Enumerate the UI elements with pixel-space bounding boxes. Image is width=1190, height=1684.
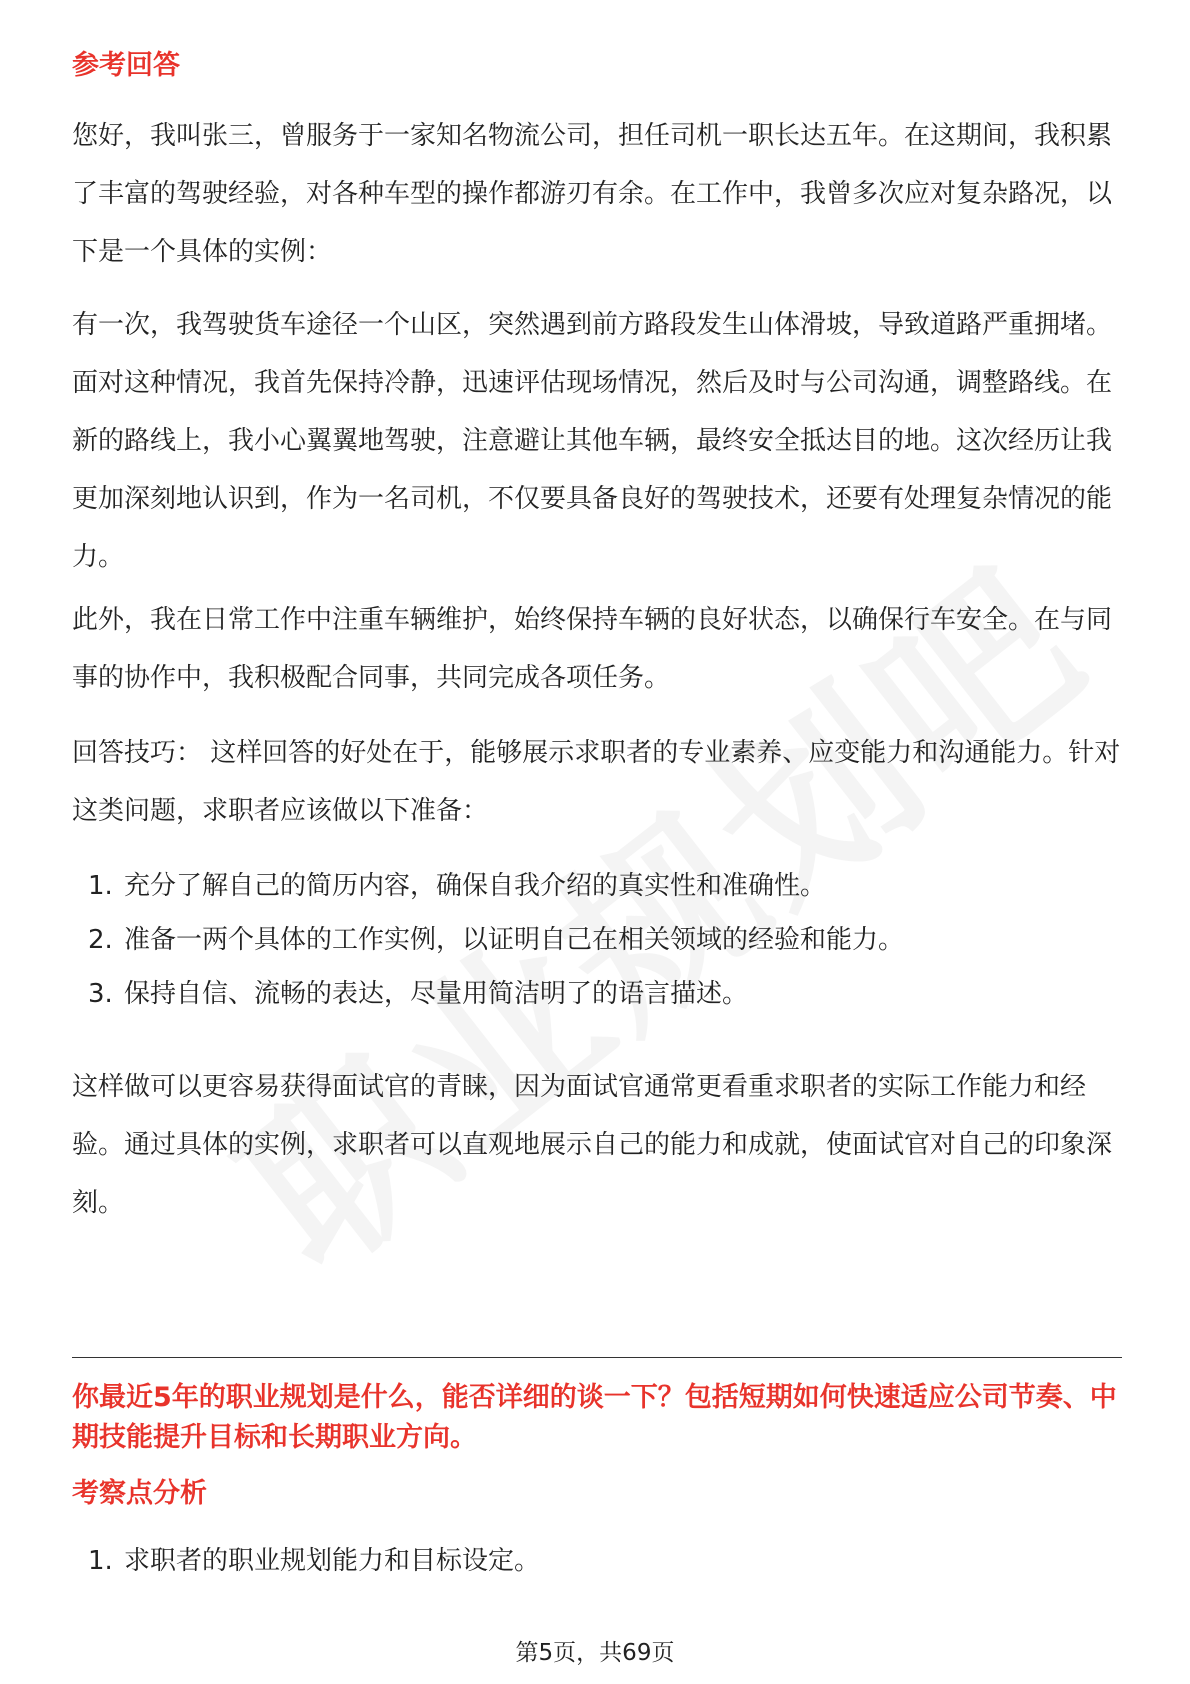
list-item-number: 1. [88, 1546, 113, 1576]
list-item [88, 976, 1118, 1012]
list-item-text: 求职者的职业规划能力和目标设定。 [124, 1546, 541, 1576]
list-item-text: 准备一两个具体的工作实例，以证明自己在相关领域的经验和能力。 [124, 925, 905, 955]
reference-answer-heading: 参考回答 [72, 50, 180, 81]
answer-tips-intro: 回答技巧： 这样回答的好处在于，能够展示求职者的专业素养、应变能力和沟通能力。针对这类问题，求职者应该做以下准备： [72, 738, 1121, 826]
answer-paragraph-3: 此外，我在日常工作中注重车辆维护，始终保持车辆的良好状态，以确保行车安全。在与同事的协作中，我积极配合同事，共同完成各项任务。 [72, 605, 1113, 693]
list-item-text: 保持自信、流畅的表达，尽量用简洁明了的语言描述。 [124, 979, 749, 1009]
list-item [88, 868, 1118, 904]
analysis-heading: 考察点分析 [72, 1478, 207, 1509]
list-item-number: 2. [88, 925, 113, 955]
page-number: 第5页，共69页 [515, 1640, 675, 1666]
list-item-text: 充分了解自己的简历内容，确保自我介绍的真实性和准确性。 [124, 871, 827, 901]
answer-paragraph-1: 您好，我叫张三，曾服务于一家知名物流公司，担任司机一职长达五年。在这期间，我积累了丰富的驾驶经验，对各种车型的操作都游刃有余。在工作中，我曾多次应对复杂路况，以下是一个具体的实例： [72, 121, 1113, 267]
answer-paragraph-2: 有一次，我驾驶货车途径一个山区，突然遇到前方路段发生山体滑坡，导致道路严重拥堵。面对这种情况，我首先保持冷静，迅速评估现场情况，然后及时与公司沟通，调整路线。在新的路线上，我小心翼翼地驾驶，注意避让其他车辆，最终安全抵达目的地。这次经历让我更加深刻地认识到，作为一名司机，不仅要具备良好的驾驶技术，还要有处理复杂情况的能力。 [72, 310, 1113, 572]
list-item [88, 1543, 1118, 1579]
list-item-number: 3. [88, 979, 113, 1009]
list-item [88, 922, 1118, 958]
list-item-number: 1. [88, 871, 113, 901]
section-divider [72, 1357, 1122, 1358]
next-question-title: 你最近5年的职业规划是什么，能否详细的谈一下？包括短期如何快速适应公司节奏、中期技能提升目标和长期职业方向。 [72, 1382, 1117, 1453]
answer-closing-paragraph: 这样做可以更容易获得面试官的青睐，因为面试官通常更看重求职者的实际工作能力和经验。通过具体的实例，求职者可以直观地展示自己的能力和成就，使面试官对自己的印象深刻。 [72, 1072, 1113, 1218]
